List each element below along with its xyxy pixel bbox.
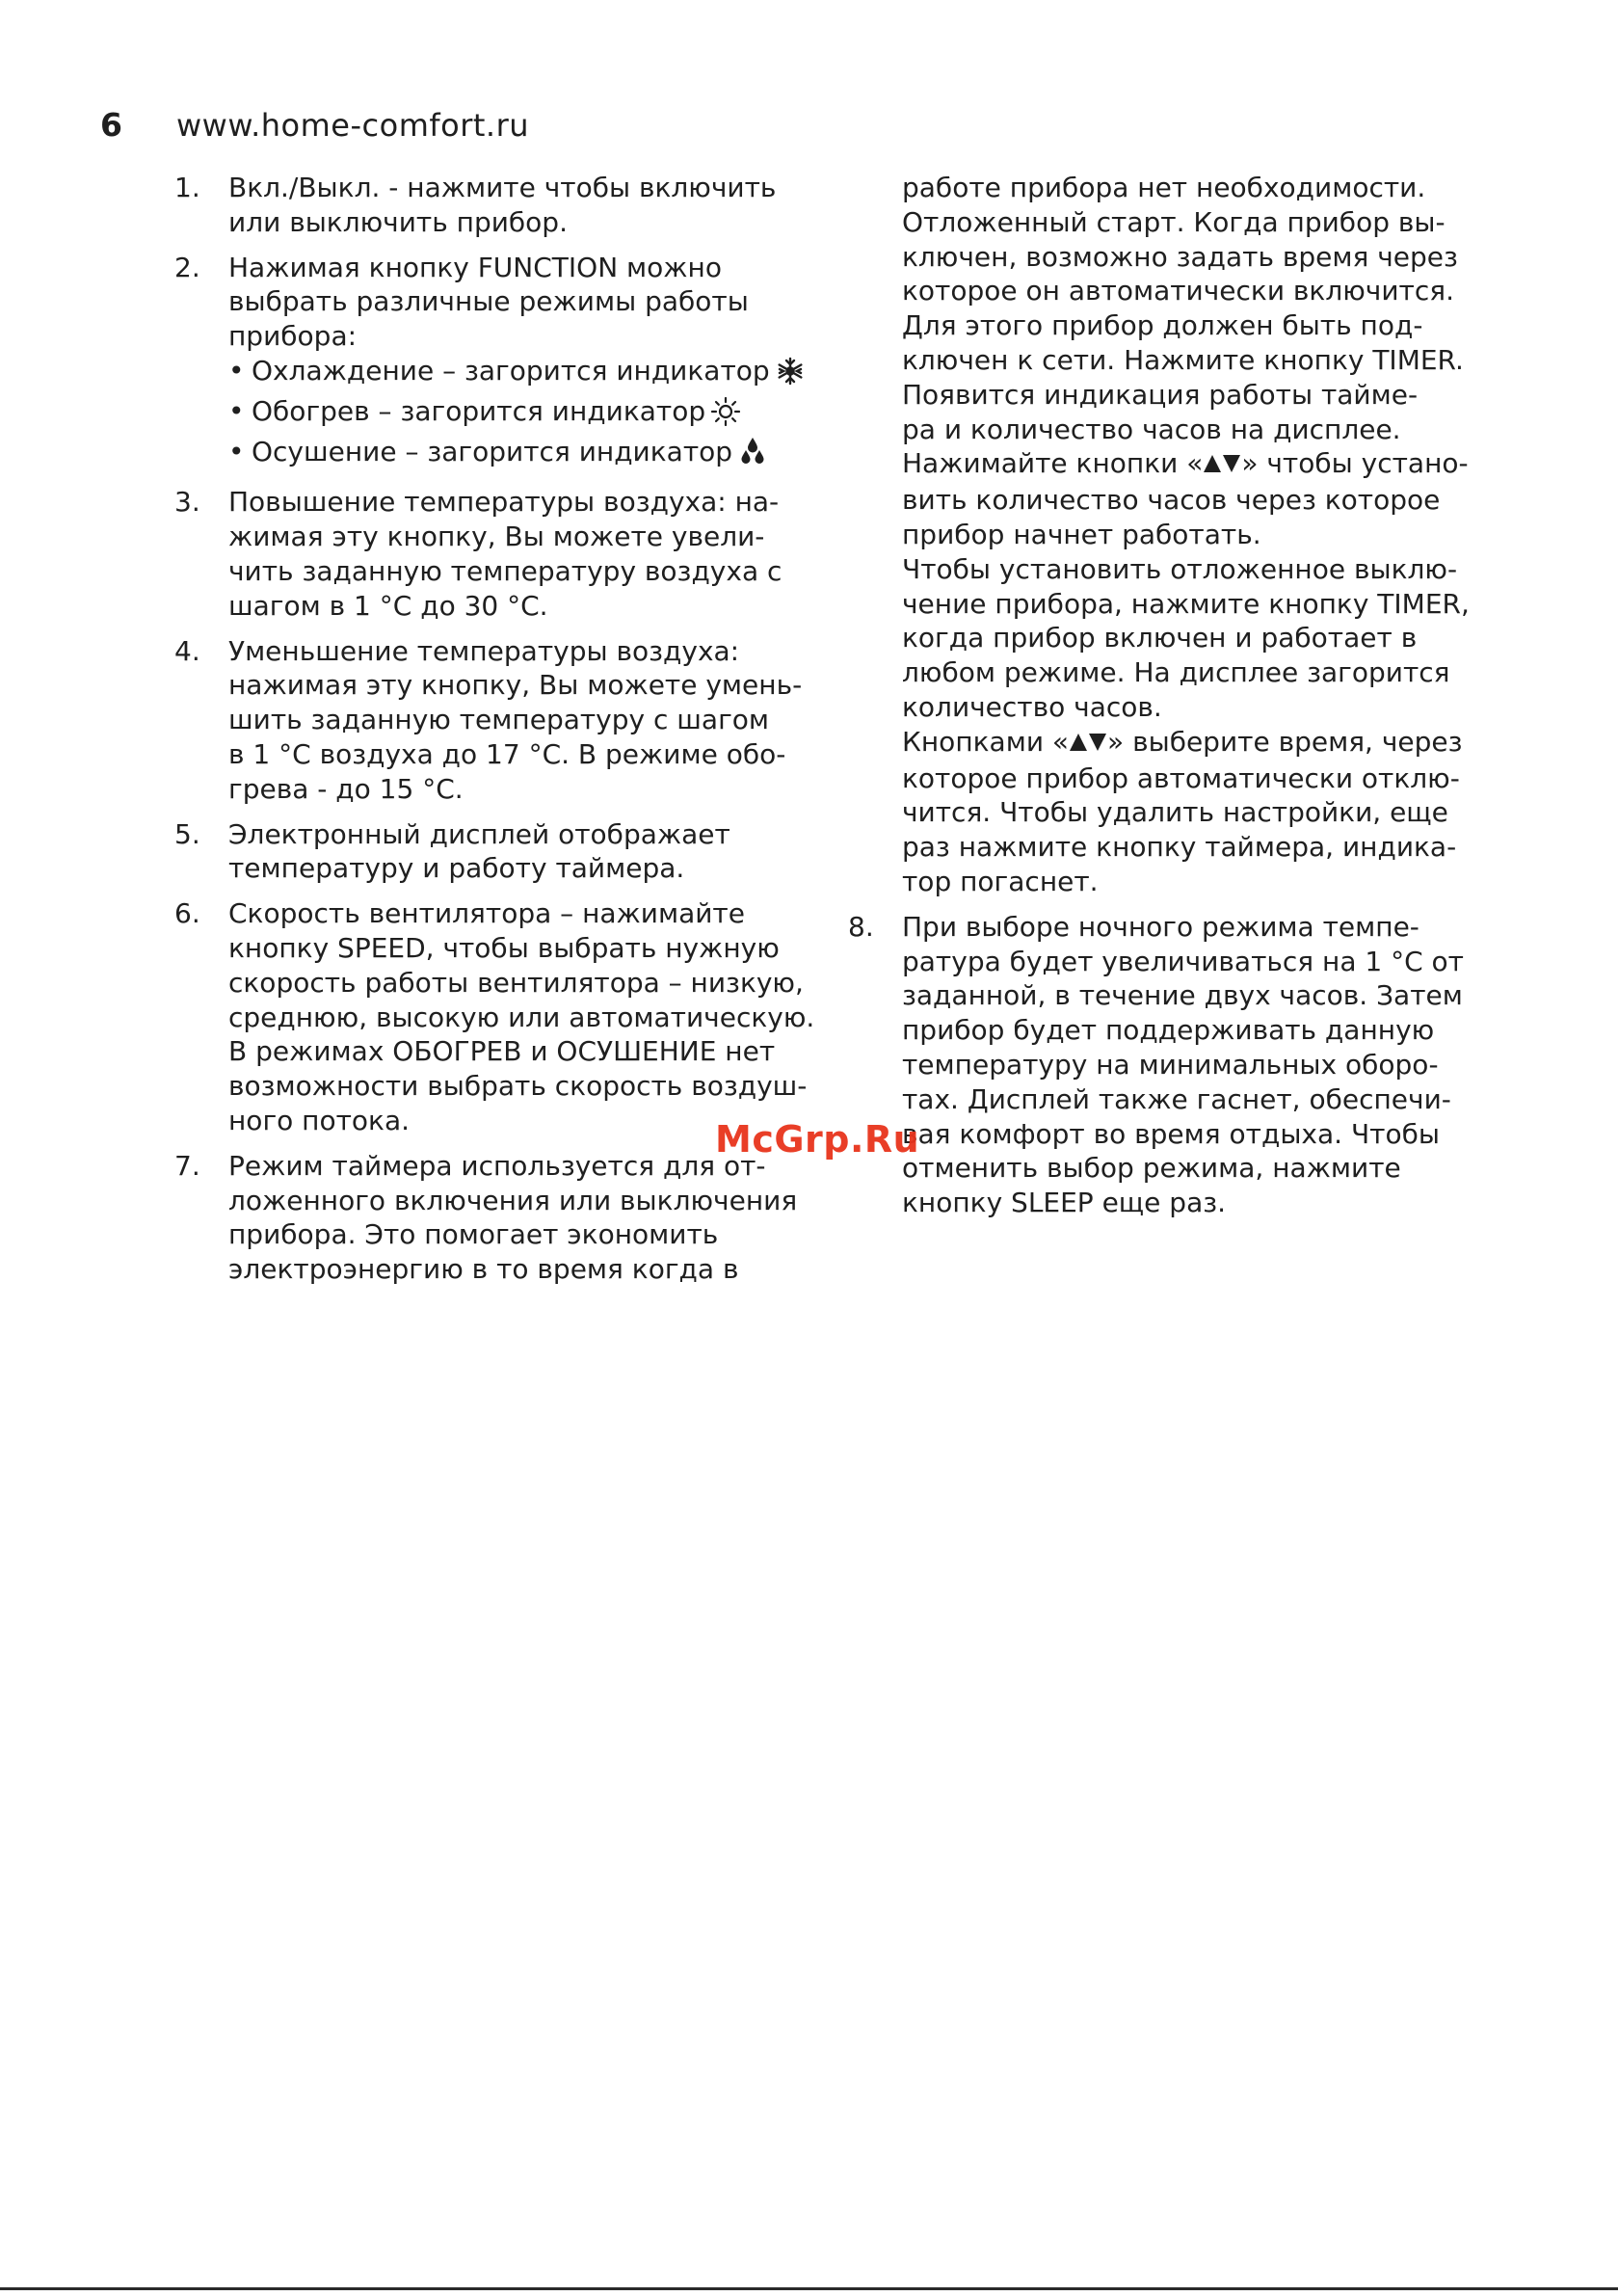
text-line: ложенного включения или выключения bbox=[228, 1184, 798, 1216]
list-item-7-continued bbox=[848, 171, 1484, 899]
text-line: Повышение температуры воздуха: на- bbox=[228, 486, 780, 519]
snowflake-icon bbox=[776, 357, 805, 394]
text-line: работе прибора нет необходимости. bbox=[902, 172, 1426, 203]
text-line: ключен к сети. Нажмите кнопку TIMER. bbox=[902, 343, 1464, 376]
right-column bbox=[848, 171, 1484, 1231]
text-line: чить заданную температуру воздуха с bbox=[228, 554, 782, 587]
watermark: McGrp.Ru bbox=[715, 1118, 920, 1161]
bullet-drying: • Осушение – загорится индикатор bbox=[228, 435, 810, 475]
text-line: жимая эту кнопку, Вы можете увели- bbox=[228, 521, 765, 553]
text-line-arrows bbox=[902, 446, 1484, 483]
text-line: шагом в 1 °С до 30 °С. bbox=[228, 589, 548, 622]
text-line: температуру и работу таймера. bbox=[228, 852, 685, 885]
text-line: прибора: bbox=[228, 320, 358, 353]
mode-bullet-list bbox=[228, 354, 810, 474]
list-item-1 bbox=[174, 171, 810, 240]
text-line: скорость работы вентилятора – низкую, bbox=[228, 966, 804, 999]
text-line: грева - до 15 °С. bbox=[228, 772, 464, 805]
text-line: Уменьшение температуры воздуха: bbox=[228, 634, 740, 667]
text-line: возможности выбрать скорость воздуш- bbox=[228, 1070, 808, 1103]
site-url: www.home-comfort.ru bbox=[176, 107, 530, 144]
item-number: 2. bbox=[174, 251, 200, 283]
text-line: прибора. Это помогает экономить bbox=[228, 1218, 719, 1251]
bullet-cooling: • Охлаждение – загорится индикатор bbox=[228, 354, 810, 394]
list-item-2 bbox=[174, 251, 810, 475]
text-line: ратура будет увеличиваться на 1 °С от bbox=[902, 945, 1464, 977]
text-line: или выключить прибор. bbox=[228, 205, 568, 238]
text-line: количество часов. bbox=[902, 690, 1162, 723]
bullet-text: Обогрев – загорится индикатор bbox=[252, 394, 706, 427]
text-line: ра и количество часов на дисплее. bbox=[902, 413, 1401, 445]
up-down-arrows-icon bbox=[1203, 448, 1241, 483]
text-line: прибор будет поддерживать данную bbox=[902, 1014, 1435, 1047]
text-line: электроэнергию в то время когда в bbox=[228, 1253, 739, 1286]
text-line: Скорость вентилятора – нажимайте bbox=[228, 897, 745, 930]
up-down-arrows-icon bbox=[1069, 727, 1107, 761]
text-line: ного потока. bbox=[228, 1104, 411, 1136]
text-line: когда прибор включен и работает в bbox=[902, 622, 1418, 654]
text-line: выбрать различные режимы работы bbox=[228, 285, 749, 318]
text-line: чится. Чтобы удалить настройки, еще bbox=[902, 796, 1448, 829]
text-line: прибор начнет работать. bbox=[902, 518, 1261, 550]
list-item-7 bbox=[174, 1149, 810, 1287]
text-line: В режимах ОБОГРЕВ и ОСУШЕНИЕ нет bbox=[228, 1035, 776, 1068]
text-line: Режим таймера используется для от- bbox=[228, 1149, 766, 1182]
text-line: Отложенный старт. Когда прибор вы- bbox=[902, 205, 1446, 238]
text-line: Для этого прибор должен быть под- bbox=[902, 309, 1423, 342]
item-number: 6. bbox=[174, 897, 200, 930]
bullet-heating: • Обогрев – загорится индикатор bbox=[228, 394, 810, 435]
item-number: 4. bbox=[174, 634, 200, 667]
text-line: Электронный дисплей отображает bbox=[228, 817, 730, 850]
text-line: шить заданную температуру с шагом bbox=[228, 704, 770, 736]
text-line: Появится индикация работы тайме- bbox=[902, 378, 1419, 411]
item-number: 8. bbox=[848, 910, 874, 943]
text-line: которое он автоматически включится. bbox=[902, 275, 1454, 307]
text-line: заданной, в течение двух часов. Затем bbox=[902, 979, 1463, 1012]
text-line: тах. Дисплей также гаснет, обеспечи- bbox=[902, 1082, 1451, 1115]
text-line: Нажимая кнопку FUNCTION можно bbox=[228, 251, 722, 283]
text-line: вая комфорт во время отдыха. Чтобы bbox=[902, 1117, 1440, 1150]
bullet-text: Осушение – загорится индикатор bbox=[252, 435, 733, 467]
text-line: кнопку SLEEP еще раз. bbox=[902, 1187, 1227, 1219]
item-number: 3. bbox=[174, 486, 200, 519]
text-line: При выборе ночного режима темпе- bbox=[902, 910, 1419, 943]
text-line: тор погаснет. bbox=[902, 865, 1099, 897]
text-fragment: Нажимайте кнопки « bbox=[902, 447, 1204, 480]
bullet-text: Охлаждение – загорится индикатор bbox=[252, 354, 770, 387]
text-line: которое прибор автоматически отклю- bbox=[902, 761, 1460, 794]
text-line: в 1 °С воздуха до 17 °С. В режиме обо- bbox=[228, 737, 786, 770]
text-line: Вкл./Выкл. - нажмите чтобы включить bbox=[228, 172, 777, 203]
list-item-3 bbox=[174, 485, 810, 623]
text-line: температуру на минимальных оборо- bbox=[902, 1048, 1439, 1081]
text-line: вить количество часов через которое bbox=[902, 484, 1441, 517]
text-line: отменить выбор режима, нажмите bbox=[902, 1152, 1401, 1185]
text-line: раз нажмите кнопку таймера, индика- bbox=[902, 831, 1457, 864]
item-number: 5. bbox=[174, 817, 200, 850]
text-line: нажимая эту кнопку, Вы можете умень- bbox=[228, 669, 803, 702]
text-line: чение прибора, нажмите кнопку TIMER, bbox=[902, 587, 1470, 620]
list-item-6 bbox=[174, 896, 815, 1138]
list-item-8 bbox=[848, 910, 1484, 1220]
footer-divider bbox=[0, 2287, 1618, 2290]
text-line-arrows bbox=[902, 725, 1484, 761]
droplets-icon bbox=[738, 436, 767, 475]
text-line: любом режиме. На дисплее загорится bbox=[902, 656, 1450, 689]
text-fragment: » выберите время, через bbox=[1107, 725, 1463, 758]
text-line: ключен, возможно задать время через bbox=[902, 240, 1458, 273]
page-number: 6 bbox=[100, 106, 122, 144]
item-number: 7. bbox=[174, 1149, 200, 1182]
item-number: 1. bbox=[174, 172, 200, 203]
sun-icon bbox=[711, 397, 740, 435]
text-line: кнопку SPEED, чтобы выбрать нужную bbox=[228, 931, 780, 964]
list-item-4 bbox=[174, 634, 810, 807]
text-fragment: Кнопками « bbox=[902, 725, 1070, 758]
text-line: Чтобы установить отложенное выклю- bbox=[902, 552, 1458, 585]
text-line: среднюю, высокую или автоматическую. bbox=[228, 1001, 815, 1033]
text-fragment: » чтобы устано- bbox=[1241, 447, 1469, 480]
list-item-5 bbox=[174, 817, 810, 887]
